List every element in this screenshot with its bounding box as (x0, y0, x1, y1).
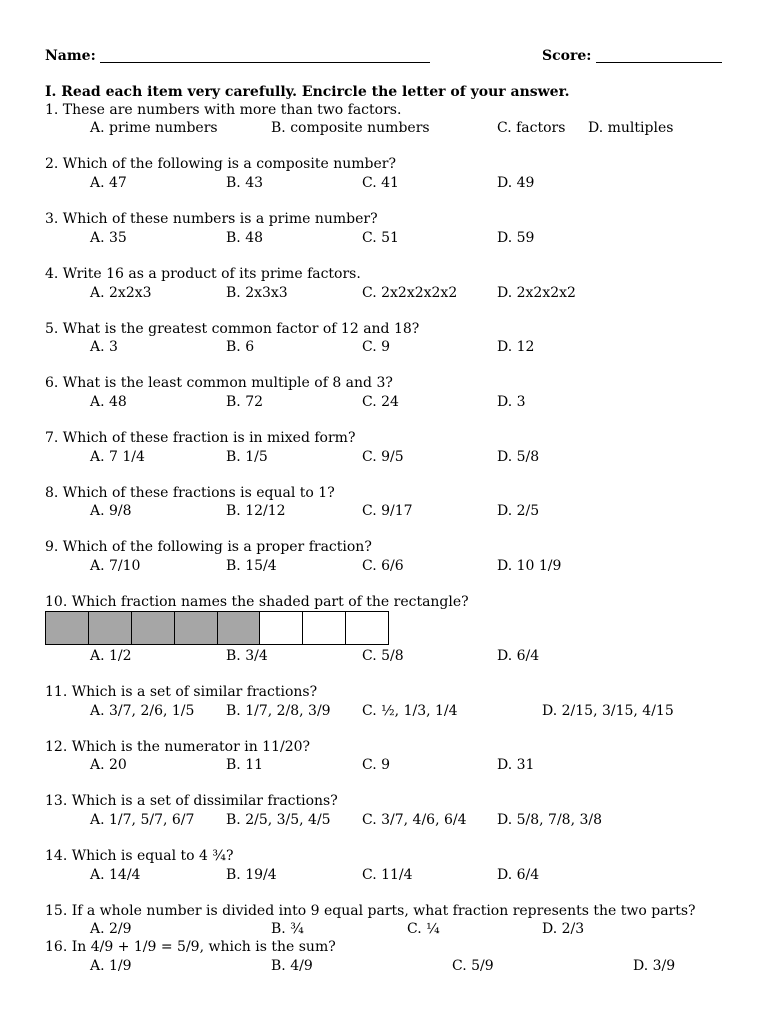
choice-d[interactable]: D. 49 (497, 175, 535, 191)
shaded-part (46, 612, 89, 644)
choice-b[interactable]: B. 1/7, 2/8, 3/9 (226, 703, 331, 719)
shaded-part (132, 612, 175, 644)
choice-a[interactable]: A. 2x2x3 (90, 285, 152, 301)
choice-d[interactable]: D. 6/4 (497, 648, 540, 664)
question-text: 11. Which is a set of similar fractions? (45, 684, 318, 700)
choice-d[interactable]: D. 3 (497, 394, 526, 410)
choice-a[interactable]: A. 1/2 (90, 648, 132, 664)
choice-b[interactable]: B. composite numbers (271, 120, 430, 136)
choice-b[interactable]: B. 2x3x3 (226, 285, 288, 301)
question-text: 4. Write 16 as a product of its prime factors. (45, 266, 361, 282)
question-text: 9. Which of the following is a proper fraction? (45, 539, 372, 555)
choice-c[interactable]: C. 11/4 (362, 867, 413, 883)
question-text: 15. If a whole number is divided into 9 equal parts, what fraction represents the two parts? (45, 903, 696, 919)
question-text: 2. Which of the following is a composite number? (45, 156, 396, 172)
choice-c[interactable]: C. 24 (362, 394, 399, 410)
choice-b[interactable]: B. 48 (226, 230, 264, 246)
choice-b[interactable]: B. 11 (226, 757, 264, 773)
choice-b[interactable]: B. 4/9 (271, 958, 313, 974)
choice-a[interactable]: A. prime numbers (90, 120, 218, 136)
shaded-part (218, 612, 261, 644)
choice-a[interactable]: A. 7/10 (90, 558, 141, 574)
unshaded-part (303, 612, 346, 644)
choice-a[interactable]: A. 48 (90, 394, 127, 410)
choice-c[interactable]: C. 5/9 (452, 958, 494, 974)
choice-a[interactable]: A. 35 (90, 230, 127, 246)
choice-a[interactable]: A. 20 (90, 757, 127, 773)
choice-b[interactable]: B. 12/12 (226, 503, 286, 519)
choice-d[interactable]: D. 59 (497, 230, 535, 246)
score-label: Score: (542, 48, 592, 64)
choice-c[interactable]: C. ½, 1/3, 1/4 (362, 703, 458, 719)
unshaded-part (346, 612, 388, 644)
unshaded-part (260, 612, 303, 644)
choice-a[interactable]: A. 3/7, 2/6, 1/5 (90, 703, 195, 719)
question-text: 3. Which of these numbers is a prime number? (45, 211, 378, 227)
shaded-part (175, 612, 218, 644)
question-text: 10. Which fraction names the shaded part of the rectangle? (45, 594, 469, 610)
choice-d[interactable]: D. 12 (497, 339, 535, 355)
choice-d[interactable]: D. multiples (588, 120, 674, 136)
choice-b[interactable]: B. 3/4 (226, 648, 268, 664)
choice-c[interactable]: C. 9 (362, 757, 391, 773)
choice-b[interactable]: B. 19/4 (226, 867, 277, 883)
choice-c[interactable]: C. ¼ (407, 921, 440, 937)
choice-b[interactable]: B. 43 (226, 175, 264, 191)
name-label: Name: (45, 48, 96, 64)
choice-c[interactable]: C. 9 (362, 339, 391, 355)
choice-d[interactable]: D. 2/15, 3/15, 4/15 (542, 703, 674, 719)
choice-c[interactable]: C. 3/7, 4/6, 6/4 (362, 812, 467, 828)
instructions: I. Read each item very carefully. Encircle the letter of your answer. (45, 84, 570, 100)
question-text: 5. What is the greatest common factor of 12 and 18? (45, 321, 420, 337)
choice-d[interactable]: D. 5/8 (497, 449, 540, 465)
choice-c[interactable]: C. 9/5 (362, 449, 404, 465)
choice-c[interactable]: C. 51 (362, 230, 399, 246)
choice-d[interactable]: D. 2/5 (497, 503, 540, 519)
choice-b[interactable]: B. 1/5 (226, 449, 268, 465)
score-blank[interactable] (596, 62, 722, 63)
choice-c[interactable]: C. 9/17 (362, 503, 413, 519)
choice-c[interactable]: C. factors (497, 120, 566, 136)
choice-d[interactable]: D. 2x2x2x2 (497, 285, 576, 301)
choice-c[interactable]: C. 2x2x2x2x2 (362, 285, 458, 301)
choice-d[interactable]: D. 5/8, 7/8, 3/8 (497, 812, 603, 828)
choice-d[interactable]: D. 3/9 (633, 958, 676, 974)
choice-b[interactable]: B. 6 (226, 339, 255, 355)
question-text: 14. Which is equal to 4 ¾? (45, 848, 234, 864)
question-text: 16. In 4/9 + 1/9 = 5/9, which is the sum? (45, 939, 336, 955)
choice-d[interactable]: D. 6/4 (497, 867, 540, 883)
choice-a[interactable]: A. 47 (90, 175, 127, 191)
choice-b[interactable]: B. 15/4 (226, 558, 277, 574)
choice-a[interactable]: A. 1/7, 5/7, 6/7 (90, 812, 195, 828)
shaded-part (89, 612, 132, 644)
choice-a[interactable]: A. 3 (90, 339, 118, 355)
choice-a[interactable]: A. 7 1/4 (90, 449, 145, 465)
question-text: 12. Which is the numerator in 11/20? (45, 739, 311, 755)
question-text: 6. What is the least common multiple of 8 and 3? (45, 375, 393, 391)
name-blank[interactable] (100, 62, 430, 63)
question-text: 1. These are numbers with more than two factors. (45, 102, 402, 118)
choice-c[interactable]: C. 41 (362, 175, 399, 191)
question-text: 8. Which of these fractions is equal to 1? (45, 485, 335, 501)
choice-d[interactable]: D. 2/3 (542, 921, 585, 937)
choice-b[interactable]: B. 72 (226, 394, 264, 410)
question-text: 7. Which of these fraction is in mixed form? (45, 430, 356, 446)
choice-d[interactable]: D. 31 (497, 757, 535, 773)
choice-a[interactable]: A. 14/4 (90, 867, 141, 883)
choice-b[interactable]: B. ¾ (271, 921, 304, 937)
fraction-rectangle (45, 611, 389, 645)
choice-a[interactable]: A. 1/9 (90, 958, 132, 974)
choice-a[interactable]: A. 9/8 (90, 503, 132, 519)
choice-c[interactable]: C. 6/6 (362, 558, 404, 574)
choice-c[interactable]: C. 5/8 (362, 648, 404, 664)
choice-b[interactable]: B. 2/5, 3/5, 4/5 (226, 812, 331, 828)
question-text: 13. Which is a set of dissimilar fractions? (45, 793, 338, 809)
choice-d[interactable]: D. 10 1/9 (497, 558, 562, 574)
choice-a[interactable]: A. 2/9 (90, 921, 132, 937)
